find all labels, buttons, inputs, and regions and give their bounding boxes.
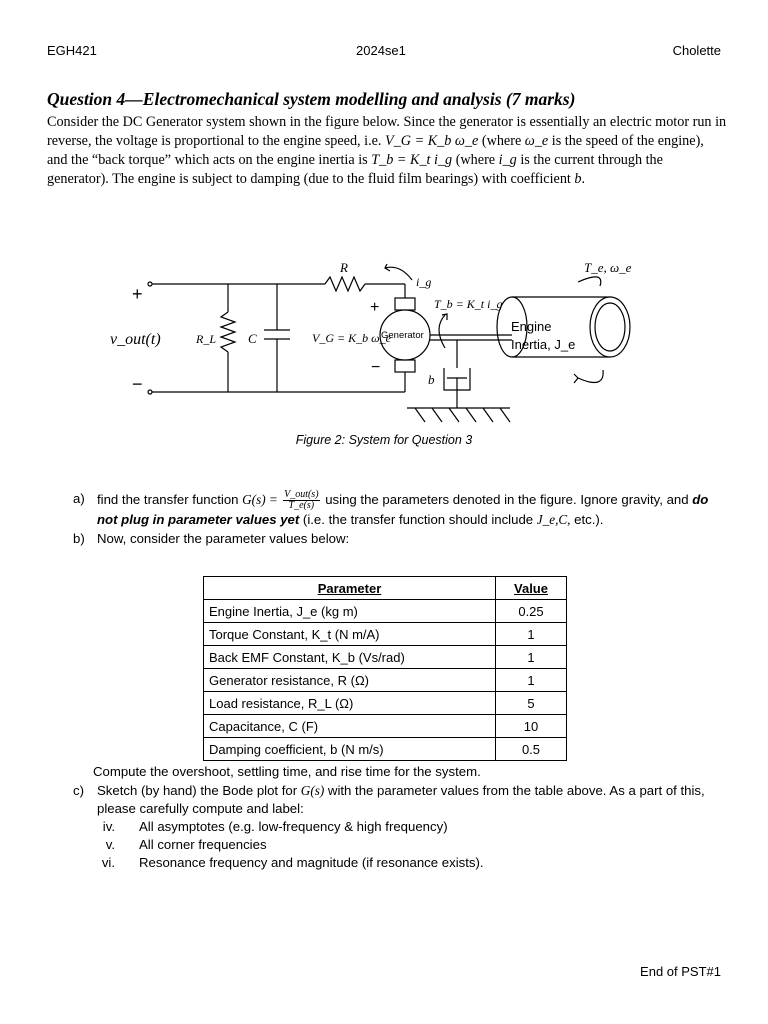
part-a-text-3: (i.e. the transfer function should include (299, 512, 537, 527)
value-cell: 1 (496, 646, 567, 669)
footer-text: End of PST#1 (640, 964, 721, 979)
te-label: T_e, ω_e (584, 260, 632, 275)
engine-label-line1: Engine (511, 319, 552, 334)
part-b-text: Now, consider the parameter values below: (97, 530, 350, 546)
list-item-text: All corner frequencies (139, 837, 267, 852)
value-cell: 1 (496, 623, 567, 646)
part-c-text-2: with the parameter values from the table above. As a part of this, please carefully compute and label: (97, 783, 705, 816)
figure-caption: Figure 2: System for Question 3 (295, 433, 473, 447)
param-cell: Load resistance, R_L (Ω) (204, 692, 496, 715)
table-row (204, 600, 567, 623)
r-label: R (340, 260, 348, 275)
param-cell: Damping coefficient, b (N m/s) (204, 738, 496, 761)
intro-sym-b: b (574, 171, 582, 187)
engine-label-line2: Inertia, J_e (511, 337, 576, 352)
generator-system-diagram (100, 250, 660, 435)
param-cell: Generator resistance, R (Ω) (204, 669, 496, 692)
question-intro (47, 113, 727, 189)
header-value: Value (496, 577, 567, 600)
part-b-label: b) (73, 530, 85, 546)
param-cell: Back EMF Constant, K_b (Vs/rad) (204, 646, 496, 669)
list-item (73, 836, 733, 854)
transfer-fraction (283, 490, 319, 511)
intro-sym-omega: ω_e (524, 133, 549, 149)
vg-label: V_G = K_b ω_e (312, 331, 391, 345)
value-cell: 1 (496, 669, 567, 692)
part-c-main (73, 782, 733, 818)
intro-sym-ig: i_g (498, 152, 517, 168)
generator-label: Generator (381, 330, 424, 341)
gen-plus: + (370, 299, 380, 316)
question-parts (73, 490, 723, 548)
part-a-text-2: using the parameters denoted in the figure. Ignore gravity, and (321, 491, 693, 507)
vout-label: v_out(t) (110, 331, 161, 348)
part-a-text-1: find the transfer function (97, 491, 243, 507)
table-row (204, 623, 567, 646)
intro-text-5: is the current through the generator). The engine is subject to damping (due to the fluid film bearings) with coefficient (47, 152, 663, 187)
fraction-denominator: T_e(s) (288, 500, 315, 511)
part-a-label: a) (73, 491, 85, 506)
part-c-gs: G(s) (300, 783, 325, 798)
intro-eq-vg: V_G = K_b ω_e (385, 133, 479, 149)
table-row (204, 692, 567, 715)
part-a-symbols: J_e,C, (536, 512, 571, 527)
list-item-number: iv. (102, 819, 115, 834)
part-c-text-1: Sketch (by hand) the Bode plot for (97, 783, 301, 798)
list-item-text: Resonance frequency and magnitude (if resonance exists). (139, 855, 484, 870)
part-a-emphasis: do not plug in parameter values yet (97, 491, 709, 527)
ig-label: i_g (416, 275, 432, 289)
header-parameter: Parameter (204, 577, 496, 600)
parameter-table (203, 576, 567, 761)
part-a-text-4: etc.). (570, 512, 604, 527)
intro-text-3: is the speed of the engine), and the “back torque” which acts on the engine inertia is (47, 133, 704, 168)
value-cell: 0.5 (496, 738, 567, 761)
intro-text-1: Consider the DC Generator system shown in the figure below. Since the generator is essentially an electric motor run in reverse, the voltage is proportional to the engine speed, i.e. (47, 114, 727, 149)
author-name: Cholette (672, 43, 721, 58)
terminal-plus: + (132, 284, 143, 304)
gen-minus: − (371, 359, 381, 376)
term-label: 2024se1 (356, 43, 406, 58)
list-item (73, 818, 733, 836)
part-b-compute: Compute the overshoot, settling time, and rise time for the system. (93, 764, 481, 779)
value-cell: 5 (496, 692, 567, 715)
part-b (73, 530, 723, 549)
intro-text-2: (where (478, 133, 525, 149)
part-a-gs: G(s) = (242, 491, 282, 507)
table-row (204, 715, 567, 738)
fraction-numerator: V_out(s) (284, 489, 319, 500)
rl-label: R_L (196, 332, 217, 346)
c-label: C (248, 331, 257, 346)
terminal-minus: − (132, 374, 143, 394)
intro-text-6: . (581, 171, 586, 187)
table-row (204, 738, 567, 761)
list-item-number: vi. (101, 855, 115, 870)
param-cell: Torque Constant, K_t (N m/A) (204, 623, 496, 646)
table-row (204, 646, 567, 669)
question-title: Question 4—Electromechanical system modelling and analysis (7 marks) (47, 89, 576, 109)
course-code: EGH421 (47, 43, 97, 58)
list-item-number: v. (105, 837, 115, 852)
part-c (73, 782, 733, 872)
intro-text-4: (where (452, 152, 499, 168)
b-label: b (428, 372, 435, 387)
value-cell: 0.25 (496, 600, 567, 623)
tb-label: T_b = K_t i_g (434, 297, 503, 311)
list-item-text: All asymptotes (e.g. low-frequency & high frequency) (139, 819, 448, 834)
table-row (204, 669, 567, 692)
table-header-row (204, 577, 567, 600)
part-c-label: c) (73, 783, 84, 798)
list-item (73, 854, 733, 872)
part-a (73, 490, 723, 530)
param-cell: Capacitance, C (F) (204, 715, 496, 738)
param-cell: Engine Inertia, J_e (kg m) (204, 600, 496, 623)
value-cell: 10 (496, 715, 567, 738)
intro-eq-tb: T_b = K_t i_g (371, 152, 453, 168)
